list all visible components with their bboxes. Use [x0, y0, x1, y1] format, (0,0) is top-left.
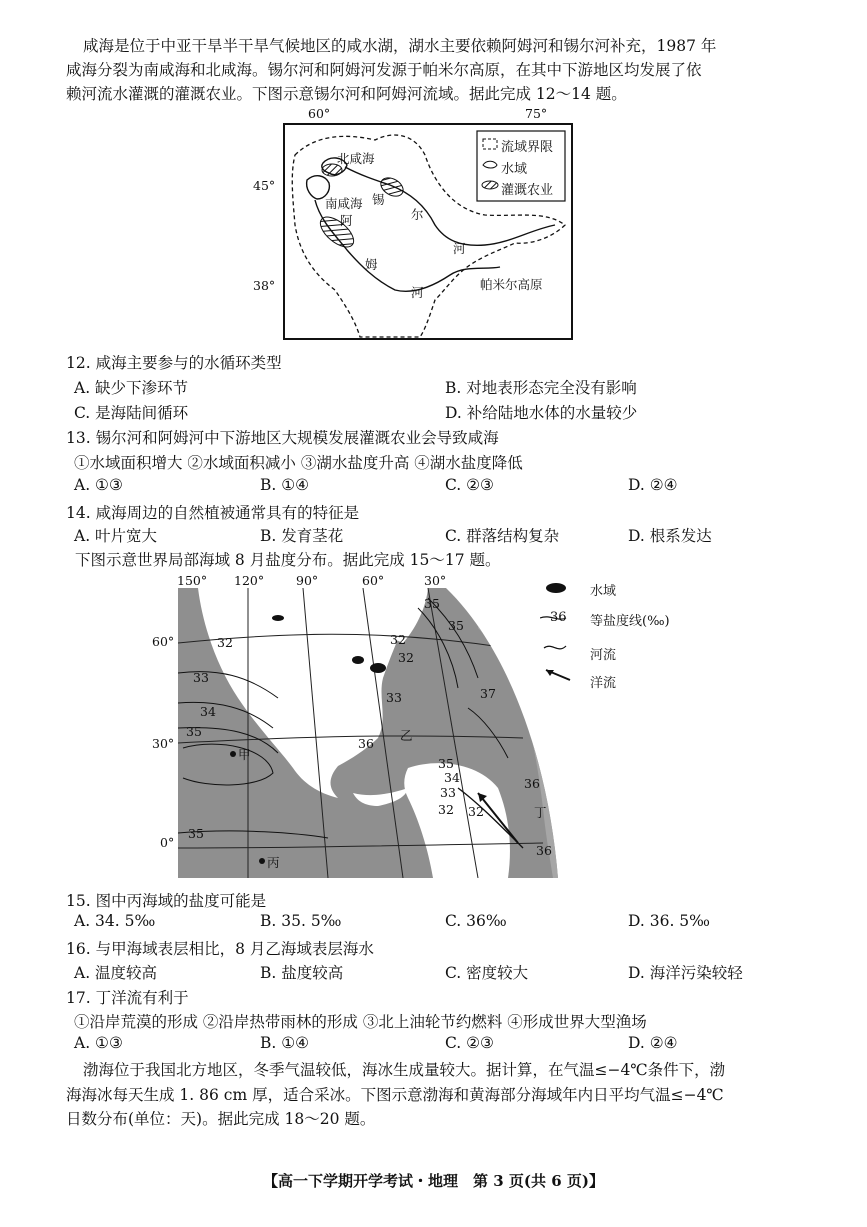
- q13-option-d: D. ②④: [628, 476, 678, 494]
- label-amu-1: 阿: [340, 213, 353, 228]
- map2-lon-120: 120°: [234, 573, 265, 588]
- map1-lat-bottom: 38°: [253, 278, 276, 293]
- intro-line-3: 赖河流水灌溉的灌溉农业。下图示意锡尔河和阿姆河流域。据此完成 12～14 题。: [66, 85, 627, 103]
- salinity-map: [178, 588, 554, 872]
- map2-lat-30: 30°: [152, 736, 175, 751]
- label-amu-2: 姆: [365, 257, 378, 272]
- q14-option-d: D. 根系发达: [628, 527, 712, 545]
- q12-stem: 12. 咸海主要参与的水循环类型: [66, 354, 282, 372]
- iso-37: 37: [480, 686, 496, 701]
- legend-isohaline: 等盐度线(‰): [590, 614, 670, 629]
- q12-option-b: B. 对地表形态完全没有影响: [445, 379, 637, 397]
- q14-option-a: A. 叶片宽大: [74, 527, 158, 545]
- map2-lon-60: 60°: [362, 573, 385, 588]
- iso-32-d: 32: [468, 804, 484, 819]
- map2-lon-30: 30°: [424, 573, 447, 588]
- aral-map-graphic: [285, 125, 571, 338]
- iso-36-a: 36: [358, 736, 374, 751]
- iso-32-b: 32: [390, 632, 406, 647]
- iso-35-b: 35: [188, 826, 204, 841]
- q16-option-b: B. 盐度较高: [260, 964, 344, 982]
- iso-32-a: 32: [217, 635, 233, 650]
- iso-32-e: 32: [438, 802, 454, 817]
- q16-option-a: A. 温度较高: [74, 964, 158, 982]
- label-amu-3: 河: [411, 285, 424, 300]
- iso-35-c: 35: [424, 596, 440, 611]
- q15-option-a: A. 34. 5‰: [74, 912, 156, 930]
- map2-lat-60: 60°: [152, 634, 175, 649]
- legend-river: 河流: [590, 648, 617, 663]
- iso-34-a: 34: [200, 704, 216, 719]
- q12-option-d: D. 补给陆地水体的水量较少: [445, 404, 638, 422]
- intro3-line-2: 海海冰每天生成 1. 86 cm 厚，适合采冰。下图示意渤海和黄海部分海域年内日平均气温≤−4℃: [66, 1086, 724, 1104]
- label-pamir: 帕米尔高原: [480, 277, 543, 292]
- intro-line-2: 咸海分裂为南咸海和北咸海。锡尔河和阿姆河发源于帕米尔高原，在其中下游地区均发展了依: [66, 61, 702, 79]
- label-syr-2: 尔: [411, 207, 424, 222]
- aral-basin-map: [283, 123, 573, 340]
- q13-option-a: A. ①③: [74, 476, 123, 494]
- q14-option-b: B. 发育茎花: [260, 527, 344, 545]
- label-bing: 丙: [267, 855, 280, 870]
- legend-irrigation: 灌溉农业: [501, 183, 554, 198]
- legend-current: 洋流: [590, 676, 617, 691]
- iso-34-b: 34: [444, 770, 460, 785]
- q16-option-c: C. 密度较大: [445, 964, 529, 982]
- label-ding: 丁: [534, 805, 547, 820]
- legend-water: 水域: [501, 162, 528, 177]
- map1-lon-left: 60°: [308, 106, 331, 121]
- iso-33-b: 33: [386, 690, 402, 705]
- legend-iso-num: 36: [550, 610, 567, 625]
- legend-boundary: 流域界限: [501, 140, 554, 155]
- q14-option-c: C. 群落结构复杂: [445, 527, 560, 545]
- map2-lat-0: 0°: [160, 835, 175, 850]
- legend-water-2: 水域: [590, 584, 617, 599]
- iso-33-a: 33: [193, 670, 209, 685]
- label-north-aral: 北咸海: [337, 151, 375, 166]
- q17-option-d: D. ②④: [628, 1034, 678, 1052]
- map2-lon-90: 90°: [296, 573, 319, 588]
- label-jia: 甲: [238, 747, 251, 762]
- map1-lat-top: 45°: [253, 178, 276, 193]
- q17-items: ①沿岸荒漠的形成 ②沿岸热带雨林的形成 ③北上油轮节约燃料 ④形成世界大型渔场: [74, 1013, 647, 1031]
- q13-stem: 13. 锡尔河和阿姆河中下游地区大规模发展灌溉农业会导致咸海: [66, 429, 499, 447]
- iso-36-b: 36: [524, 776, 540, 791]
- map1-lon-right: 75°: [525, 106, 548, 121]
- iso-36-c: 36: [536, 843, 552, 858]
- q15-stem: 15. 图中丙海域的盐度可能是: [66, 892, 267, 910]
- q15-option-c: C. 36‰: [445, 912, 507, 930]
- label-syr-1: 锡: [372, 192, 385, 207]
- q14-stem: 14. 咸海周边的自然植被通常具有的特征是: [66, 504, 360, 522]
- iso-35-d: 35: [438, 756, 454, 771]
- q17-stem: 17. 丁洋流有利于: [66, 989, 189, 1007]
- salinity-map-graphic: [178, 588, 558, 878]
- q16-stem: 16. 与甲海域表层相比，8 月乙海域表层海水: [66, 940, 374, 958]
- q12-option-a: A. 缺少下渗环节: [74, 379, 189, 397]
- map2-lon-150: 150°: [177, 573, 208, 588]
- label-syr-3: 河: [453, 241, 466, 256]
- iso-33-c: 33: [440, 785, 456, 800]
- q17-option-c: C. ②③: [445, 1034, 494, 1052]
- intro-line-1: 咸海是位于中亚干旱半干旱气候地区的咸水湖，湖水主要依赖阿姆河和锡尔河补充，1987 年: [83, 37, 717, 55]
- q12-option-c: C. 是海陆间循环: [74, 404, 189, 422]
- iso-35-a: 35: [186, 724, 202, 739]
- q13-items: ①水域面积增大 ②水域面积减小 ③湖水盐度升高 ④湖水盐度降低: [74, 454, 523, 472]
- q13-option-c: C. ②③: [445, 476, 494, 494]
- intro3-line-1: 渤海位于我国北方地区，冬季气温较低，海冰生成量较大。据计算，在气温≤−4℃条件下，渤: [83, 1061, 726, 1079]
- intro2: 下图示意世界局部海域 8 月盐度分布。据此完成 15～17 题。: [75, 551, 501, 569]
- q17-option-b: B. ①④: [260, 1034, 310, 1052]
- label-south-aral: 南咸海: [325, 196, 363, 211]
- label-yi: 乙: [400, 728, 413, 743]
- q15-option-b: B. 35. 5‰: [260, 912, 342, 930]
- q15-option-d: D. 36. 5‰: [628, 912, 710, 930]
- page-footer: 【高一下学期开学考试・地理 第 3 页(共 6 页)】: [263, 1172, 604, 1190]
- intro3-line-3: 日数分布(单位：天)。据此完成 18～20 题。: [66, 1110, 376, 1128]
- iso-32-c: 32: [398, 650, 414, 665]
- q17-option-a: A. ①③: [74, 1034, 123, 1052]
- q13-option-b: B. ①④: [260, 476, 310, 494]
- iso-35-e: 35: [448, 618, 464, 633]
- q16-option-d: D. 海洋污染较轻: [628, 964, 743, 982]
